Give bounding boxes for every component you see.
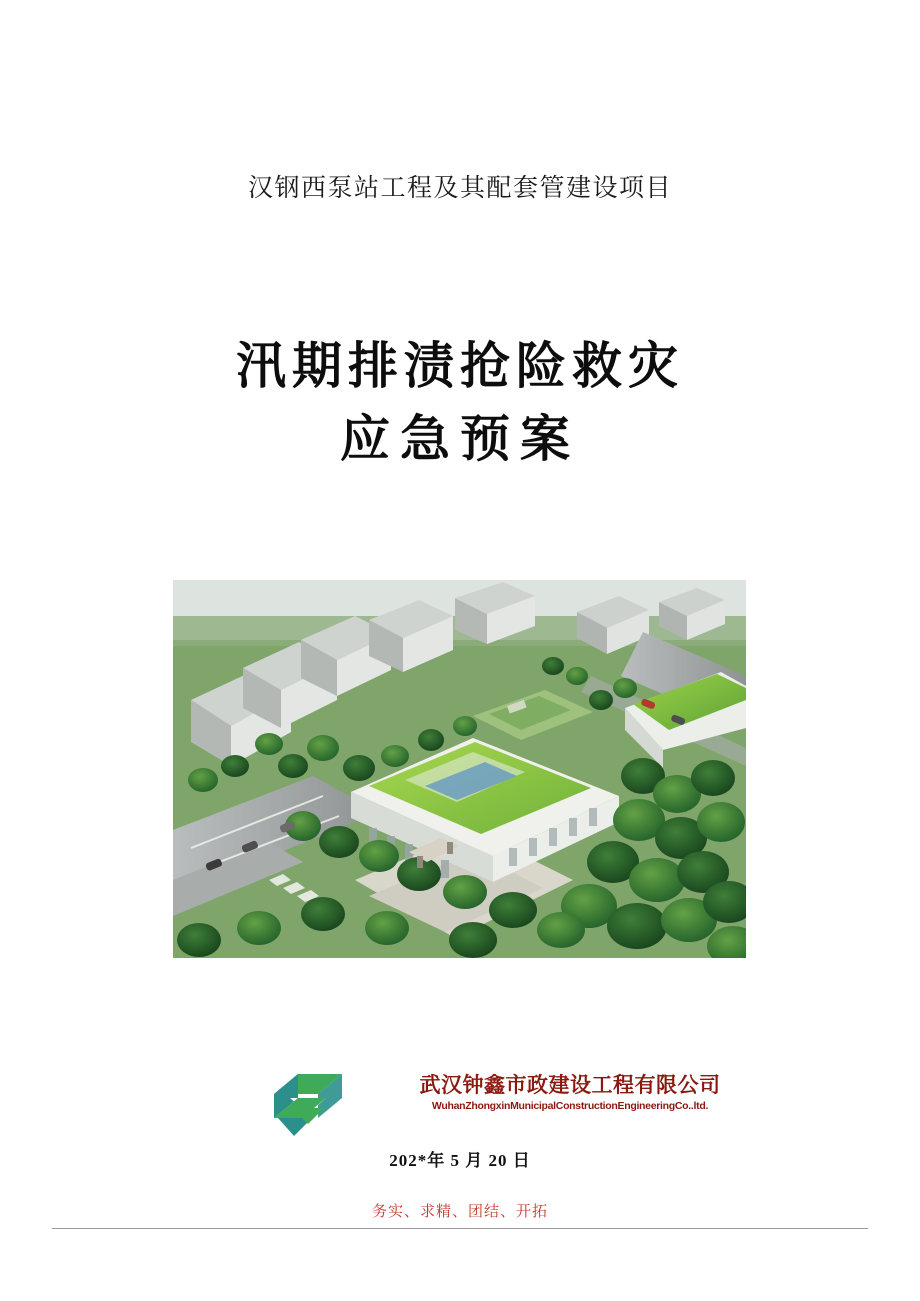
company-name-english: WuhanZhongxinMunicipalConstructionEngineeringCo..ltd.	[431, 1100, 709, 1112]
document-date: 202*年 5 月 20 日	[389, 1151, 531, 1170]
project-title: 汉钢西泵站工程及其配套管建设项目	[247, 175, 672, 202]
company-logo-icon	[268, 1068, 346, 1140]
footer-divider	[52, 1228, 868, 1229]
cover-illustration	[173, 580, 746, 958]
company-slogan: 务实、求精、团结、开拓	[371, 1204, 548, 1220]
page-title	[0, 330, 920, 475]
main-title-line-2: 应急预案	[340, 410, 580, 467]
company-name-chinese: 武汉钟鑫市政建设工程有限公司	[419, 1073, 721, 1097]
main-title-line-1: 汛期排渍抢险救灾	[236, 338, 684, 394]
